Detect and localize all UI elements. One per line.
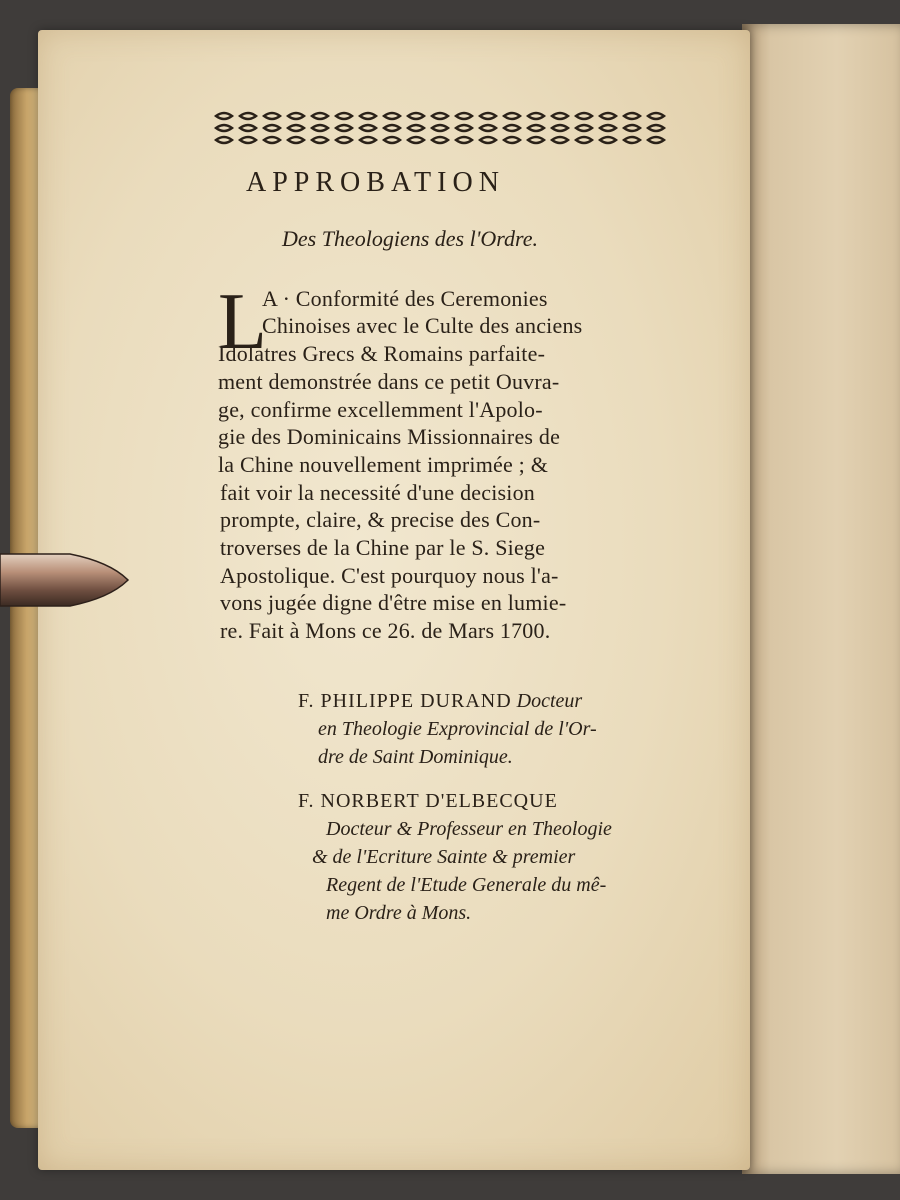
page-subtitle: Des Theologiens des l'Ordre. [282,226,539,251]
signature-1-line: en Theologie Exprovincial de l'Or- [318,718,597,740]
signature-2-line: Regent de l'Etude Generale du mê- [326,874,607,896]
body-line: la Chine nouvellement imprimée ; & [218,452,549,477]
signature-1-line: dre de Saint Dominique. [318,746,513,768]
body-line: re. Fait à Mons ce 26. de Mars 1700. [220,618,551,643]
body-line: vons jugée digne d'être mise en lumie- [220,590,567,615]
metal-pointer [0,548,130,612]
signature-2-line: Docteur & Professeur en Theologie [326,818,612,840]
drop-cap: L [218,278,267,366]
signature-1-name: F. PHILIPPE DURAND [298,690,512,712]
body-line: A · Conformité des Ceremonies [262,286,548,311]
signature-2-name: F. NORBERT D'ELBECQUE [298,790,558,812]
page-title: APPROBATION [246,167,505,198]
signature-2-line: & de l'Ecriture Sainte & premier [312,846,576,868]
signature-1 [298,690,582,713]
body-line: fait voir la necessité d'une decision [220,480,535,505]
body-line: ge, confirme excellemment l'Apolo- [218,397,543,422]
signature-2-line: me Ordre à Mons. [326,902,472,924]
body-line: troverses de la Chine par le S. Siege [220,535,546,560]
signature-1-title: Docteur [516,690,583,712]
facing-page [742,24,900,1174]
body-line: ment demonstrée dans ce petit Ouvra- [218,369,560,394]
show-through-text [250,985,256,1011]
body-line: Apostolique. C'est pourquoy nous l'a- [220,563,559,588]
body-line: Chinoises avec le Culte des anciens [262,313,583,338]
body-line: gie des Dominicains Missionnaires de [218,424,561,449]
decorative-headpiece [212,108,667,148]
body-line: Idolatres Grecs & Romains parfaite- [218,341,546,366]
body-line: prompte, claire, & precise des Con- [220,507,541,532]
